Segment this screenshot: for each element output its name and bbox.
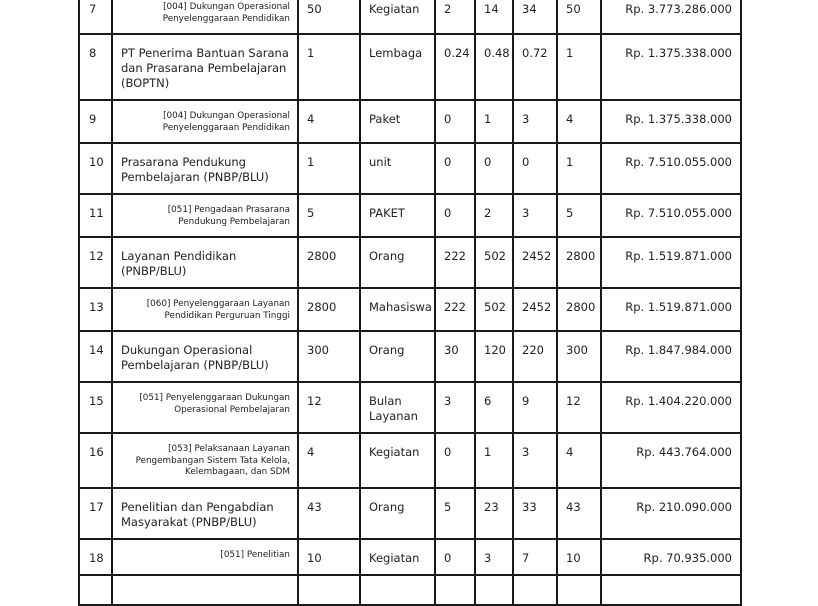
cell-program: [051] Pengadaan Prasarana Pendukung Pembelajaran [112, 194, 298, 237]
cell-amount: Rp. 1.375.338.000 [601, 100, 741, 143]
cell-unit: Kegiatan [360, 0, 435, 34]
cell-no: 18 [79, 539, 112, 575]
cell-amount [601, 575, 741, 605]
budget-table [78, 0, 742, 606]
cell-target: 10 [298, 539, 360, 575]
table-body [79, 0, 741, 605]
cell-q3: 2452 [513, 237, 557, 288]
cell-amount: Rp. 210.090.000 [601, 488, 741, 539]
cell-q2: 1 [475, 433, 513, 488]
cell-target: 300 [298, 331, 360, 382]
cell-no: 7 [79, 0, 112, 34]
cell-target: 12 [298, 382, 360, 433]
cell-target: 4 [298, 433, 360, 488]
cell-q3: 0 [513, 143, 557, 194]
cell-q2: 6 [475, 382, 513, 433]
cell-no: 13 [79, 288, 112, 331]
cell-q3: 3 [513, 433, 557, 488]
cell-unit: Kegiatan [360, 433, 435, 488]
cell-q4: 1 [557, 143, 601, 194]
cell-program: Prasarana Pendukung Pembelajaran (PNBP/BLU) [112, 143, 298, 194]
cell-target: 2800 [298, 237, 360, 288]
cell-q2: 502 [475, 237, 513, 288]
cell-unit: Paket [360, 100, 435, 143]
cell-q2 [475, 575, 513, 605]
cell-q4 [557, 575, 601, 605]
cell-target: 1 [298, 143, 360, 194]
cell-target: 5 [298, 194, 360, 237]
cell-no: 9 [79, 100, 112, 143]
table-row [79, 539, 741, 575]
cell-q1: 0 [435, 194, 475, 237]
table-row [79, 237, 741, 288]
cell-q1: 0.24 [435, 34, 475, 100]
table-row [79, 433, 741, 488]
cell-unit: Bulan Layanan [360, 382, 435, 433]
cell-q3: 0.72 [513, 34, 557, 100]
cell-q1: 222 [435, 237, 475, 288]
table-row [79, 382, 741, 433]
cell-q4: 4 [557, 433, 601, 488]
cell-amount: Rp. 70.935.000 [601, 539, 741, 575]
cell-program: [053] Pelaksanaan Layanan Pengembangan Sistem Tata Kelola, Kelembagaan, dan SDM [112, 433, 298, 488]
cell-unit: Lembaga [360, 34, 435, 100]
cell-q3: 33 [513, 488, 557, 539]
cell-q4: 43 [557, 488, 601, 539]
cell-q2: 3 [475, 539, 513, 575]
cell-program: Penelitian dan Pengabdian Masyarakat (PNBP/BLU) [112, 488, 298, 539]
cell-q3: 220 [513, 331, 557, 382]
cell-amount: Rp. 443.764.000 [601, 433, 741, 488]
cell-target: 43 [298, 488, 360, 539]
cell-q4: 50 [557, 0, 601, 34]
cell-q1: 0 [435, 539, 475, 575]
cell-q1: 0 [435, 100, 475, 143]
table-row [79, 34, 741, 100]
cell-no: 14 [79, 331, 112, 382]
cell-q2: 23 [475, 488, 513, 539]
cell-amount: Rp. 1.404.220.000 [601, 382, 741, 433]
cell-q4: 5 [557, 194, 601, 237]
cell-q3: 3 [513, 100, 557, 143]
cell-q2: 2 [475, 194, 513, 237]
cell-q1: 0 [435, 433, 475, 488]
cell-program: Dukungan Operasional Pembelajaran (PNBP/BLU) [112, 331, 298, 382]
cell-amount: Rp. 1.519.871.000 [601, 237, 741, 288]
cell-q2: 0.48 [475, 34, 513, 100]
cell-no: 15 [79, 382, 112, 433]
cell-no: 10 [79, 143, 112, 194]
table-row [79, 100, 741, 143]
cell-unit: Mahasiswa [360, 288, 435, 331]
table-row [79, 143, 741, 194]
cell-q3: 3 [513, 194, 557, 237]
cell-q3: 34 [513, 0, 557, 34]
cell-q2: 14 [475, 0, 513, 34]
table-row [79, 575, 741, 605]
cell-q1: 3 [435, 382, 475, 433]
cell-target: 2800 [298, 288, 360, 331]
cell-q1: 5 [435, 488, 475, 539]
cell-no: 12 [79, 237, 112, 288]
cell-target: 50 [298, 0, 360, 34]
cell-q1: 222 [435, 288, 475, 331]
cell-q4: 4 [557, 100, 601, 143]
cell-program: PT Penerima Bantuan Sarana dan Prasarana Pembelajaran (BOPTN) [112, 34, 298, 100]
table-row [79, 0, 741, 34]
cell-amount: Rp. 1.375.338.000 [601, 34, 741, 100]
cell-program: [004] Dukungan Operasional Penyelenggaraan Pendidikan [112, 0, 298, 34]
cell-q2: 120 [475, 331, 513, 382]
cell-program: [051] Penyelenggaraan Dukungan Operasional Pembelajaran [112, 382, 298, 433]
cell-q3 [513, 575, 557, 605]
cell-target: 1 [298, 34, 360, 100]
cell-amount: Rp. 1.847.984.000 [601, 331, 741, 382]
cell-target: 4 [298, 100, 360, 143]
cell-program [112, 575, 298, 605]
cell-no: 16 [79, 433, 112, 488]
cell-no: 11 [79, 194, 112, 237]
cell-program: [051] Penelitian [112, 539, 298, 575]
cell-q4: 12 [557, 382, 601, 433]
cell-program: [004] Dukungan Operasional Penyelenggaraan Pendidikan [112, 100, 298, 143]
cell-q1: 30 [435, 331, 475, 382]
cell-unit: unit [360, 143, 435, 194]
cell-unit: Orang [360, 331, 435, 382]
cell-amount: Rp. 7.510.055.000 [601, 194, 741, 237]
table-row [79, 288, 741, 331]
cell-amount: Rp. 1.519.871.000 [601, 288, 741, 331]
cell-q4: 1 [557, 34, 601, 100]
cell-unit: PAKET [360, 194, 435, 237]
cell-unit: Kegiatan [360, 539, 435, 575]
cell-program: [060] Penyelenggaraan Layanan Pendidikan Perguruan Tinggi [112, 288, 298, 331]
cell-unit [360, 575, 435, 605]
cell-unit: Orang [360, 237, 435, 288]
table-row [79, 331, 741, 382]
cell-q1: 2 [435, 0, 475, 34]
cell-q4: 10 [557, 539, 601, 575]
cell-q1 [435, 575, 475, 605]
cell-q1: 0 [435, 143, 475, 194]
cell-unit: Orang [360, 488, 435, 539]
cell-q4: 2800 [557, 237, 601, 288]
cell-q3: 2452 [513, 288, 557, 331]
table-row [79, 194, 741, 237]
cell-q2: 502 [475, 288, 513, 331]
cell-no: 8 [79, 34, 112, 100]
cell-q3: 9 [513, 382, 557, 433]
cell-q2: 1 [475, 100, 513, 143]
cell-q4: 2800 [557, 288, 601, 331]
cell-no [79, 575, 112, 605]
cell-q3: 7 [513, 539, 557, 575]
cell-no: 17 [79, 488, 112, 539]
cell-amount: Rp. 3.773.286.000 [601, 0, 741, 34]
cell-amount: Rp. 7.510.055.000 [601, 143, 741, 194]
cell-target [298, 575, 360, 605]
cell-q4: 300 [557, 331, 601, 382]
table-row [79, 488, 741, 539]
cell-program: Layanan Pendidikan (PNBP/BLU) [112, 237, 298, 288]
cell-q2: 0 [475, 143, 513, 194]
